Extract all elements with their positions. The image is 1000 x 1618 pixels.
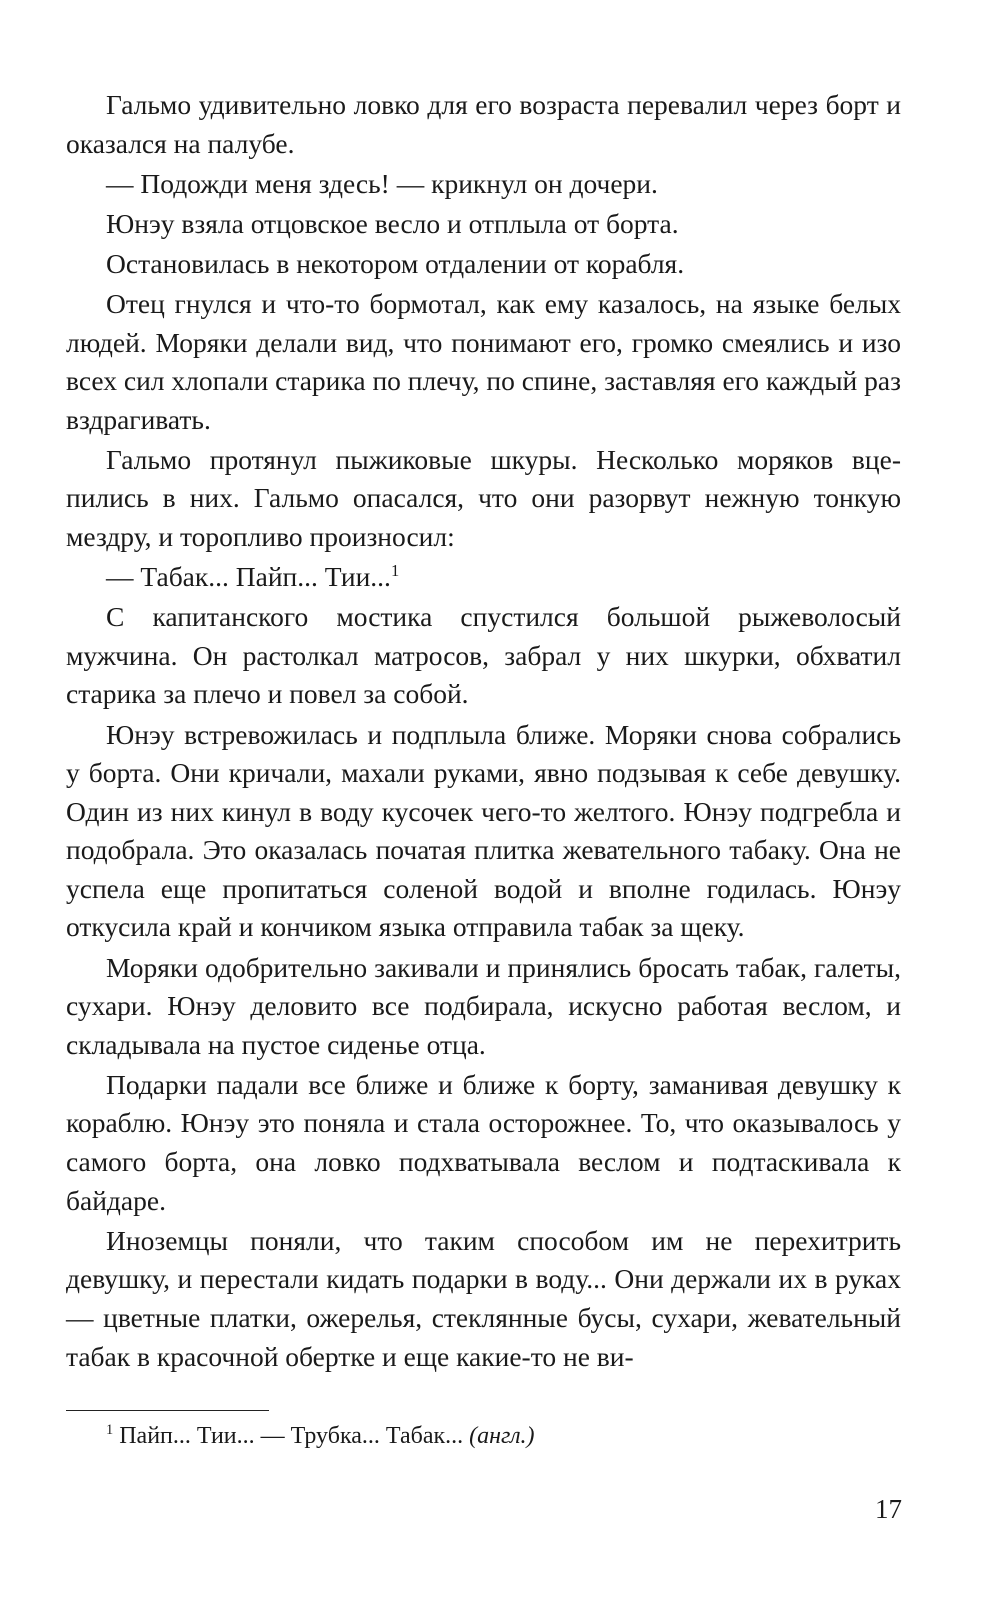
paragraph: Гальмо протянул пыжиковые шкуры. Несколько моряков вцепились в них. Гальмо опасался, что они разорвут нежную тонкую мездру, и торопливо произносил: — [66, 443, 901, 553]
paragraph: Юнэу встревожилась и подплыла ближе. Моряки снова собрались у борта. Они кричали, махали руками, явно подзывая к себе девушку. Один из них кинул в воду кусочек чего-то желтого. Юнэу подгребла и подобрала. Это оказалась початая плитка жевательного табаку. Она не успела еще пропитаться соленой водой и вполне годилась. Юнэу откусила край и кончиком языка отправила табак за щеку. — [66, 718, 901, 943]
dialogue-paragraph — [66, 558, 901, 597]
footnote-text: Пайп... Тии... — Трубка... Табак... — [119, 1423, 464, 1449]
paragraph: Остановилась в некотором отдалении от корабля. — [106, 247, 685, 279]
footnote-marker: 1 — [106, 1422, 114, 1438]
paragraph: — Подожди меня здесь! — крикнул он дочери. — [106, 167, 658, 199]
body-text — [66, 86, 901, 1378]
page-number: 17 — [875, 1494, 902, 1524]
paragraph: Иноземцы поняли, что таким способом им не перехитрить девушку, и перестали кидать подарки в воду... Они держали их в руках — цветные платки, ожерелья, стеклянные бусы, сухари, жевательный табак в красочной обертке и еще какие-то не ви- — [66, 1224, 901, 1372]
paragraph: Юнэу взяла отцовское весло и отплыла от борта. — [106, 207, 679, 239]
paragraph: С капитанского мостика спустился большой рыжеволосый мужчина. Он растолкал матросов, забрал у них шкурки, обхватил старика за плечо и повел за собой. — [66, 601, 901, 710]
footnote — [106, 1421, 535, 1451]
footnote-language-note: (англ.) — [469, 1423, 535, 1449]
paragraph: Отец гнулся и что-то бормотал, как ему казалось, на языке белых людей. Моряки делали вид, что понимают его, громко смеялись и изо всех сил хлопали старика по плечу, по спине, заставляя его каждый раз вздрагивать. — [66, 287, 901, 435]
footnote-divider — [66, 1410, 269, 1411]
dialogue-text: — Табак... Пайп... Тии... — [106, 561, 391, 593]
footnote-reference[interactable]: 1 — [390, 560, 400, 580]
paragraph: Моряки одобрительно закивали и принялись бросать табак, галеты, сухари. Юнэу деловито все подбирала, искусно работая веслом, и складывала на пустое сиденье отца. — [66, 951, 901, 1060]
paragraph: Подарки падали все ближе и ближе к борту, заманивая девушку к кораблю. Юнэу это поняла и стала осторожнее. То, что оказывалось у самого борта, она ловко подхватывала веслом и подтаскивала к байдаре. — [66, 1068, 901, 1216]
paragraph: Гальмо удивительно ловко для его возраста перевалил через борт и оказался на палубе. — [66, 89, 901, 159]
